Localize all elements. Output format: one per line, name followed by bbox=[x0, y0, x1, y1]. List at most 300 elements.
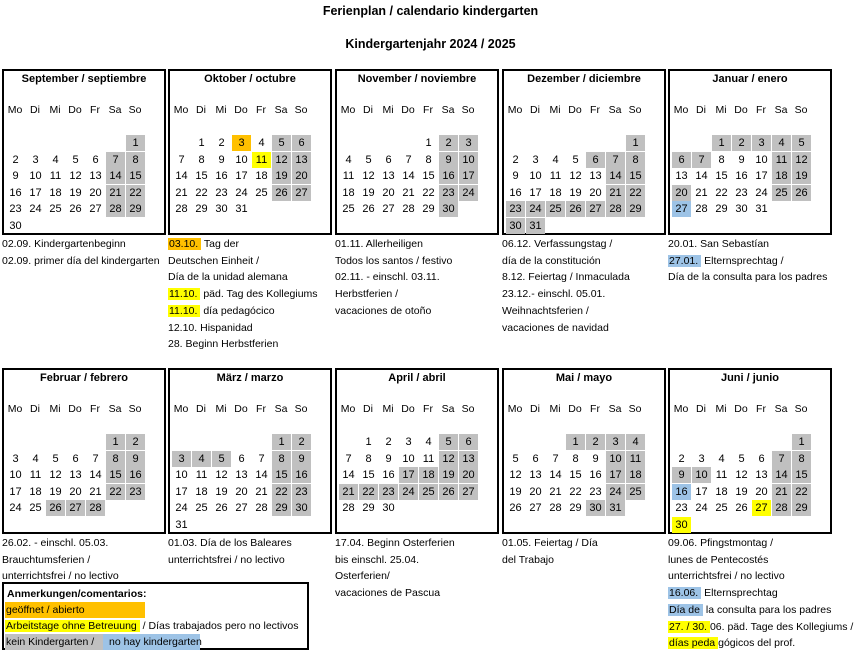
calendar-day: 30 bbox=[672, 517, 691, 533]
calendar-day: 23 bbox=[292, 484, 311, 500]
calendar-day: 28 bbox=[86, 500, 105, 516]
calendar-day: 27 bbox=[459, 484, 478, 500]
note-line bbox=[668, 269, 827, 285]
note-text: gógicos del prof. bbox=[718, 637, 796, 650]
weekday-header: Fr bbox=[590, 104, 600, 116]
note-line bbox=[502, 286, 605, 302]
calendar-day: 11 bbox=[715, 469, 728, 481]
calendar-day: 9 bbox=[218, 153, 225, 166]
calendar-day: 27 bbox=[66, 500, 85, 516]
weekday-header: Sa bbox=[441, 104, 455, 116]
note-text: 02.09. primer día del kindergarten bbox=[2, 254, 160, 267]
calendar-day: 8 bbox=[718, 153, 725, 166]
calendar-day: 5 bbox=[272, 135, 291, 151]
calendar-day: 17 bbox=[29, 186, 42, 199]
note-text: unterrichtsfrei / no lectivo bbox=[2, 570, 119, 583]
month-name: Februar / febrero bbox=[39, 372, 129, 384]
note-line bbox=[168, 236, 239, 252]
calendar-day: 6 bbox=[459, 434, 478, 450]
month-calendar bbox=[668, 368, 832, 534]
calendar-day: 5 bbox=[212, 451, 231, 467]
weekday-header: Mi bbox=[549, 104, 561, 116]
calendar-day: 1 bbox=[272, 434, 291, 450]
calendar-day: 7 bbox=[772, 451, 791, 467]
note-text: lunes de Pentecostés bbox=[668, 553, 769, 566]
calendar-day: 6 bbox=[672, 152, 691, 168]
calendar-day: 5 bbox=[439, 434, 458, 450]
note-text: 06. päd. Tage des Kollegiums / bbox=[709, 620, 854, 633]
calendar-day: 27 bbox=[292, 185, 311, 201]
note-text: 01.11. Allerheiligen bbox=[335, 238, 423, 250]
calendar-day: 10 bbox=[529, 170, 542, 182]
calendar-day: 16 bbox=[672, 484, 691, 500]
calendar-day: 4 bbox=[626, 434, 645, 450]
legend-closed-swatch: kein Kindergarten / bbox=[5, 634, 103, 650]
note-line bbox=[168, 552, 285, 568]
calendar-day: 20 bbox=[382, 186, 395, 199]
calendar-day: 24 bbox=[175, 502, 188, 514]
calendar-day: 26 bbox=[735, 502, 748, 514]
note-line bbox=[335, 253, 452, 269]
weekday-header: Di bbox=[363, 104, 373, 116]
calendar-day: 13 bbox=[755, 469, 768, 481]
calendar-day: 24 bbox=[9, 502, 22, 514]
calendar-day: 20 bbox=[589, 186, 602, 199]
calendar-day: 26 bbox=[215, 502, 228, 514]
weekday-header: Mi bbox=[715, 403, 727, 415]
calendar-day: 4 bbox=[718, 452, 725, 465]
calendar-day: 8 bbox=[365, 452, 372, 465]
calendar-day: 3 bbox=[405, 436, 412, 448]
calendar-day: 4 bbox=[192, 451, 211, 467]
calendar-day: 30 bbox=[439, 201, 458, 217]
calendar-day: 4 bbox=[345, 153, 352, 166]
calendar-day: 1 bbox=[425, 137, 432, 149]
calendar-day: 30 bbox=[735, 203, 748, 215]
calendar-day: 7 bbox=[258, 452, 265, 465]
calendar-day: 13 bbox=[89, 170, 102, 182]
calendar-day: 26 bbox=[509, 502, 522, 514]
calendar-day: 2 bbox=[586, 434, 605, 450]
note-text: Elternsprechtag / bbox=[701, 254, 784, 267]
calendar-day: 29 bbox=[792, 500, 811, 516]
weekday-header: Fr bbox=[90, 104, 100, 116]
weekday-header: Sa bbox=[608, 403, 622, 415]
calendar-day: 20 bbox=[529, 485, 542, 498]
calendar-day: 1 bbox=[792, 434, 811, 450]
note-text: Elternsprechtag bbox=[701, 587, 778, 600]
note-text: 09.06. Pfingstmontag / bbox=[668, 537, 774, 549]
calendar-day: 17 bbox=[399, 467, 418, 483]
calendar-day: 9 bbox=[292, 451, 311, 467]
calendar-day: 27 bbox=[235, 502, 248, 514]
calendar-day: 7 bbox=[405, 153, 412, 166]
note-line bbox=[2, 253, 160, 269]
month-calendar bbox=[502, 69, 666, 235]
calendar-day: 30 bbox=[215, 203, 228, 215]
calendar-day: 29 bbox=[569, 502, 582, 514]
calendar-day: 11 bbox=[772, 152, 791, 168]
calendar-day: 9 bbox=[512, 170, 519, 182]
note-text: unterrichtsfrei / no lectivo bbox=[668, 570, 785, 583]
calendar-day: 11 bbox=[29, 469, 42, 481]
calendar-day: 22 bbox=[359, 484, 378, 500]
calendar-day: 18 bbox=[626, 467, 645, 483]
calendar-day: 9 bbox=[592, 452, 599, 465]
note-text: 02.09. Kindergartenbeginn bbox=[2, 238, 126, 250]
note-line bbox=[168, 269, 288, 285]
calendar-day: 8 bbox=[572, 452, 579, 465]
calendar-day: 5 bbox=[512, 452, 519, 465]
calendar-day: 31 bbox=[526, 218, 545, 234]
calendar-day: 29 bbox=[272, 500, 291, 516]
calendar-day: 15 bbox=[195, 170, 208, 182]
calendar-day: 26 bbox=[46, 500, 65, 516]
month-calendar bbox=[168, 368, 332, 534]
calendar-day: 2 bbox=[439, 135, 458, 151]
note-highlight: Día de bbox=[668, 604, 703, 616]
calendar-day: 6 bbox=[92, 153, 99, 166]
weekday-header: Do bbox=[234, 403, 248, 415]
month-name: November / noviembre bbox=[357, 73, 477, 85]
calendar-day: 13 bbox=[459, 451, 478, 467]
calendar-day: 18 bbox=[549, 186, 562, 199]
note-highlight: 16.06. bbox=[668, 587, 701, 599]
calendar-day: 12 bbox=[509, 469, 522, 481]
weekday-header: Di bbox=[363, 403, 373, 415]
calendar-day: 4 bbox=[772, 135, 791, 151]
calendar-day: 3 bbox=[232, 135, 251, 151]
weekday-header: Di bbox=[30, 104, 40, 116]
weekday-header: Do bbox=[401, 403, 415, 415]
calendar-day: 1 bbox=[712, 135, 731, 151]
note-line bbox=[168, 286, 318, 302]
calendar-day: 26 bbox=[69, 203, 82, 215]
calendar-day: 15 bbox=[569, 469, 582, 481]
weekday-header: Fr bbox=[590, 403, 600, 415]
calendar-day: 12 bbox=[362, 170, 375, 182]
page-title: Ferienplan / calendario kindergarten bbox=[322, 4, 539, 18]
note-line bbox=[168, 535, 292, 551]
calendar-day: 25 bbox=[419, 484, 438, 500]
note-line bbox=[335, 585, 440, 601]
calendar-day: 4 bbox=[425, 436, 432, 448]
note-line bbox=[2, 552, 90, 568]
calendar-day: 1 bbox=[198, 137, 205, 149]
weekday-header: Fr bbox=[256, 403, 266, 415]
calendar-day: 24 bbox=[235, 186, 248, 199]
calendar-day: 28 bbox=[175, 203, 188, 215]
calendar-day: 15 bbox=[106, 467, 125, 483]
weekday-header: Do bbox=[68, 104, 82, 116]
calendar-day: 23 bbox=[735, 186, 748, 199]
calendar-day: 28 bbox=[402, 203, 415, 215]
note-text: del Trabajo bbox=[502, 553, 554, 566]
weekday-header: Mo bbox=[7, 104, 23, 116]
month-calendar bbox=[668, 69, 832, 235]
calendar-day: 27 bbox=[752, 500, 771, 516]
note-line bbox=[168, 320, 253, 336]
weekday-header: Fr bbox=[423, 403, 433, 415]
calendar-day: 9 bbox=[385, 452, 392, 465]
calendar-day: 7 bbox=[692, 152, 711, 168]
calendar-day: 10 bbox=[755, 153, 768, 166]
calendar-day: 3 bbox=[459, 135, 478, 151]
calendar-day: 7 bbox=[606, 152, 625, 168]
calendar-day: 21 bbox=[106, 185, 125, 201]
calendar-day: 27 bbox=[382, 203, 395, 215]
weekday-header: Mo bbox=[507, 104, 523, 116]
calendar-day: 21 bbox=[175, 186, 188, 199]
calendar-day: 19 bbox=[69, 186, 82, 199]
calendar-day: 23 bbox=[9, 203, 22, 215]
calendar-day: 22 bbox=[195, 186, 208, 199]
note-text: Deutschen Einheit / bbox=[168, 254, 260, 267]
calendar-day: 16 bbox=[9, 186, 22, 199]
calendar-day: 16 bbox=[509, 186, 522, 199]
calendar-day: 11 bbox=[49, 170, 62, 182]
calendar-day: 22 bbox=[106, 484, 125, 500]
note-line bbox=[668, 585, 778, 601]
note-line bbox=[668, 568, 785, 584]
note-line bbox=[335, 552, 419, 568]
calendar-day: 25 bbox=[626, 484, 645, 500]
note-highlight: 03.10. bbox=[168, 238, 201, 250]
calendar-day: 20 bbox=[235, 485, 248, 498]
weekday-header: Mi bbox=[382, 403, 394, 415]
weekday-header: Di bbox=[196, 403, 206, 415]
calendar-day: 17 bbox=[695, 485, 708, 498]
weekday-header: Mi bbox=[215, 104, 227, 116]
calendar-day: 26 bbox=[439, 484, 458, 500]
weekday-header: Mo bbox=[673, 104, 689, 116]
calendar-day: 25 bbox=[195, 502, 208, 514]
calendar-day: 14 bbox=[695, 170, 708, 182]
weekday-header: Sa bbox=[441, 403, 455, 415]
month-name: April / abril bbox=[388, 372, 446, 384]
calendar-day: 23 bbox=[589, 485, 602, 498]
weekday-header: Do bbox=[734, 104, 748, 116]
calendar-day: 7 bbox=[552, 452, 559, 465]
note-line bbox=[668, 552, 768, 568]
note-line bbox=[2, 236, 126, 252]
calendar-day: 11 bbox=[422, 452, 435, 465]
calendar-day: 11 bbox=[342, 170, 355, 182]
calendar-day: 15 bbox=[792, 467, 811, 483]
note-text: Día de la unidad alemana bbox=[168, 271, 288, 284]
calendar-day: 30 bbox=[586, 500, 605, 516]
calendar-day: 10 bbox=[235, 153, 248, 166]
month-calendar bbox=[2, 368, 166, 534]
calendar-day: 3 bbox=[172, 451, 191, 467]
note-text: vacaciones de otoño bbox=[335, 304, 432, 317]
calendar-day: 23 bbox=[506, 201, 525, 217]
calendar-day: 28 bbox=[695, 203, 708, 215]
calendar-day: 22 bbox=[626, 185, 645, 201]
calendar-day: 6 bbox=[385, 153, 392, 166]
calendar-day: 21 bbox=[402, 186, 415, 199]
weekday-header: Di bbox=[696, 104, 706, 116]
calendar-day: 31 bbox=[235, 203, 248, 215]
calendar-day: 8 bbox=[425, 153, 432, 166]
calendar-day: 20 bbox=[69, 485, 82, 498]
calendar-day: 30 bbox=[9, 219, 22, 232]
calendar-day: 27 bbox=[89, 203, 102, 215]
calendar-day: 14 bbox=[772, 467, 791, 483]
note-line bbox=[502, 320, 609, 336]
calendar-day: 27 bbox=[529, 502, 542, 514]
calendar-day: 12 bbox=[569, 170, 582, 182]
calendar-day: 26 bbox=[792, 185, 811, 201]
calendar-day: 12 bbox=[735, 469, 748, 481]
month-name: Oktober / octubre bbox=[204, 73, 296, 85]
note-text: 28. Beginn Herbstferien bbox=[168, 338, 279, 351]
legend-workdays-swatch: Arbeitstage ohne Betreuung bbox=[5, 620, 140, 632]
calendar-day: 31 bbox=[175, 518, 188, 531]
calendar-day: 25 bbox=[546, 201, 565, 217]
calendar-day: 2 bbox=[126, 434, 145, 450]
note-highlight: días peda bbox=[668, 637, 718, 649]
weekday-header: So bbox=[128, 104, 142, 116]
weekday-header: So bbox=[461, 104, 475, 116]
calendar-day: 26 bbox=[566, 201, 585, 217]
note-line bbox=[168, 303, 275, 319]
calendar-day: 30 bbox=[292, 500, 311, 516]
calendar-day: 12 bbox=[49, 469, 62, 481]
calendar-day: 9 bbox=[672, 467, 691, 483]
note-text: 20.01. San Sebastían bbox=[668, 238, 769, 250]
calendar-day: 22 bbox=[422, 186, 435, 199]
calendar-day: 31 bbox=[755, 203, 768, 215]
legend-title: Anmerkungen/comentarios: bbox=[7, 588, 147, 600]
legend-workdays-label: / Días trabajados pero no lectivos bbox=[139, 620, 299, 632]
calendar-day: 18 bbox=[195, 485, 208, 498]
note-text: unterrichtsfrei / no lectivo bbox=[168, 553, 285, 566]
calendar-day: 7 bbox=[106, 152, 125, 168]
month-name: Mai / mayo bbox=[555, 372, 613, 384]
note-line bbox=[502, 552, 554, 568]
calendar-day: 23 bbox=[379, 484, 398, 500]
weekday-header: Mi bbox=[215, 403, 227, 415]
weekday-header: Do bbox=[568, 403, 582, 415]
calendar-day: 29 bbox=[626, 201, 645, 217]
calendar-day: 5 bbox=[72, 153, 79, 166]
weekday-header: Di bbox=[196, 104, 206, 116]
calendar-day: 22 bbox=[569, 485, 582, 498]
calendar-day: 14 bbox=[175, 170, 188, 182]
calendar-day: 6 bbox=[758, 452, 765, 465]
calendar-day: 19 bbox=[362, 186, 375, 199]
calendar-day: 3 bbox=[606, 434, 625, 450]
calendar-day: 25 bbox=[29, 502, 42, 514]
calendar-day: 16 bbox=[382, 469, 395, 481]
page-subtitle: Kindergartenjahr 2024 / 2025 bbox=[345, 37, 516, 51]
calendar-day: 3 bbox=[698, 452, 705, 465]
note-line bbox=[668, 236, 769, 252]
calendar-day: 18 bbox=[255, 170, 268, 182]
note-text: Día de la consulta para los padres bbox=[668, 271, 828, 284]
note-text: día de la constitución bbox=[502, 254, 601, 267]
legend bbox=[2, 582, 309, 650]
calendar-day: 12 bbox=[272, 152, 291, 168]
calendar-day: 18 bbox=[49, 186, 62, 199]
month-calendar bbox=[502, 368, 666, 534]
weekday-header: So bbox=[794, 403, 808, 415]
weekday-header: Mi bbox=[49, 104, 61, 116]
calendar-day: 17 bbox=[606, 467, 625, 483]
calendar-day: 17 bbox=[175, 485, 188, 498]
calendar-day: 2 bbox=[385, 436, 392, 448]
weekday-header: Sa bbox=[608, 104, 622, 116]
calendar-day: 15 bbox=[715, 170, 728, 182]
legend-open bbox=[5, 602, 145, 618]
calendar-day: 1 bbox=[566, 434, 585, 450]
calendar-day: 10 bbox=[606, 451, 625, 467]
calendar-day: 13 bbox=[235, 469, 248, 481]
calendar-day: 21 bbox=[695, 186, 708, 199]
month-calendar bbox=[2, 69, 166, 235]
weekday-header: Di bbox=[530, 104, 540, 116]
note-line bbox=[168, 253, 259, 269]
calendar-day: 22 bbox=[126, 185, 145, 201]
weekday-header: Do bbox=[68, 403, 82, 415]
calendar-day: 19 bbox=[439, 467, 458, 483]
note-line bbox=[502, 253, 601, 269]
calendar-day: 2 bbox=[732, 135, 751, 151]
calendar-day: 22 bbox=[272, 484, 291, 500]
calendar-day: 24 bbox=[606, 484, 625, 500]
calendar-day: 10 bbox=[402, 452, 415, 465]
note-line bbox=[502, 535, 598, 551]
calendar-day: 6 bbox=[238, 452, 245, 465]
weekday-header: Fr bbox=[756, 104, 766, 116]
calendar-day: 10 bbox=[459, 152, 478, 168]
calendar-day: 1 bbox=[106, 434, 125, 450]
calendar-day: 18 bbox=[29, 485, 42, 498]
calendar-day: 2 bbox=[678, 452, 685, 465]
note-line bbox=[335, 535, 455, 551]
calendar-day: 1 bbox=[126, 135, 145, 151]
weekday-header: Fr bbox=[90, 403, 100, 415]
weekday-header: Mi bbox=[382, 104, 394, 116]
weekday-header: So bbox=[128, 403, 142, 415]
note-text: 02.11. - einschl. 03.11. bbox=[335, 271, 440, 284]
calendar-day: 21 bbox=[549, 485, 562, 498]
calendar-day: 16 bbox=[126, 467, 145, 483]
calendar-day: 5 bbox=[572, 153, 579, 166]
legend-closed-label: no hay kindergarten bbox=[103, 634, 200, 650]
weekday-header: Mo bbox=[507, 403, 523, 415]
calendar-day: 13 bbox=[675, 170, 688, 182]
note-text: päd. Tag des Kollegiums bbox=[200, 288, 318, 301]
calendar-day: 24 bbox=[29, 203, 42, 215]
note-line bbox=[168, 336, 278, 352]
calendar-day: 2 bbox=[512, 153, 519, 166]
note-text: Osterferien/ bbox=[335, 570, 390, 583]
calendar-day: 16 bbox=[292, 467, 311, 483]
weekday-header: Mo bbox=[673, 403, 689, 415]
calendar-day: 9 bbox=[738, 153, 745, 166]
calendar-day: 10 bbox=[692, 467, 711, 483]
calendar-day: 14 bbox=[549, 469, 562, 481]
note-text: Todos los santos / festivo bbox=[335, 254, 453, 267]
calendar-day: 16 bbox=[589, 469, 602, 481]
calendar-day: 26 bbox=[362, 203, 375, 215]
calendar-day: 17 bbox=[529, 186, 542, 199]
calendar-day: 5 bbox=[52, 452, 59, 465]
calendar-day: 14 bbox=[255, 469, 268, 481]
calendar-day: 6 bbox=[72, 452, 79, 465]
